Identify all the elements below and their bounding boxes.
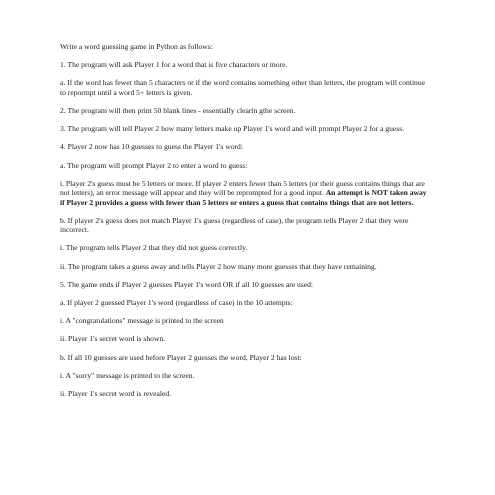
step-4b-ii-paragraph: ii. The program takes a guess away and tells Player 2 how many more guesses that they have remaining. <box>60 261 377 271</box>
step-5a-i-paragraph: i. A "congratulations" message is printed to the screen <box>60 316 224 326</box>
step-4a-i-paragraph <box>60 179 432 207</box>
step-5a-ii-paragraph: ii. Player 1's secret word is shown. <box>60 334 166 344</box>
step-3-paragraph: 3. The program will tell Player 2 how many letters make up Player 1's word and will prompt Player 2 for a guess. <box>60 124 405 134</box>
intro-paragraph: Write a word guessing game in Python as follows: <box>60 42 213 51</box>
step-4-paragraph: 4. Player 2 now has 10 guesses to guess the Player 1's word: <box>60 142 243 152</box>
step-2-paragraph: 2. The program will then print 50 blank lines - essentially clearin gthe screen. <box>60 106 296 116</box>
step-4b-i-paragraph: i. The program tells Player 2 that they did not guess correctly. <box>60 243 248 253</box>
step-4a-i-text: i. Player 2's guess must be 5 letters or more. If player 2 enters fewer than 5 letters (or their guess contains things that are not letters), an error message will appear and they will be reprompted for a good input. <box>60 178 425 198</box>
step-5b-paragraph: b. If all 10 guesses are used before Player 2 guesses the word, Player 2 has lost: <box>60 352 302 362</box>
step-5a-paragraph: a. If player 2 guessed Player 1's word (regardless of case) in the 10 attempts: <box>60 298 293 308</box>
step-4b-paragraph: b. If player 2's guess does not match Player 1's guess (regardless of case), the program tells Player 2 that they were incorrect. <box>60 215 409 235</box>
step-5-paragraph: 5. The game ends if Player 2 guesses Player 1's word OR if all 10 guesses are used: <box>60 279 314 289</box>
document-body <box>60 42 432 407</box>
step-4a-paragraph: a. The program will prompt Player 2 to enter a word to guess: <box>60 160 248 170</box>
step-1a-paragraph: a. If the word has fewer than 5 characters or if the word contains something other than letters, the program will continue to repormpt until a word 5+ letters is given. <box>60 78 426 97</box>
step-5b-ii-paragraph: ii. Player 1's secret word is revealed. <box>60 389 172 399</box>
step-5b-i-paragraph: i. A "sorry" message is printed to the screen. <box>60 370 195 380</box>
step-4a-i-bold-text: An attempt is NOT taken away if Player 2 provides a guess with fewer than 5 letters or enters a guess that contains things that are not letters. <box>60 188 427 207</box>
step-1-paragraph: 1. The program will ask Player 1 for a word that is five characters or more. <box>60 60 288 70</box>
